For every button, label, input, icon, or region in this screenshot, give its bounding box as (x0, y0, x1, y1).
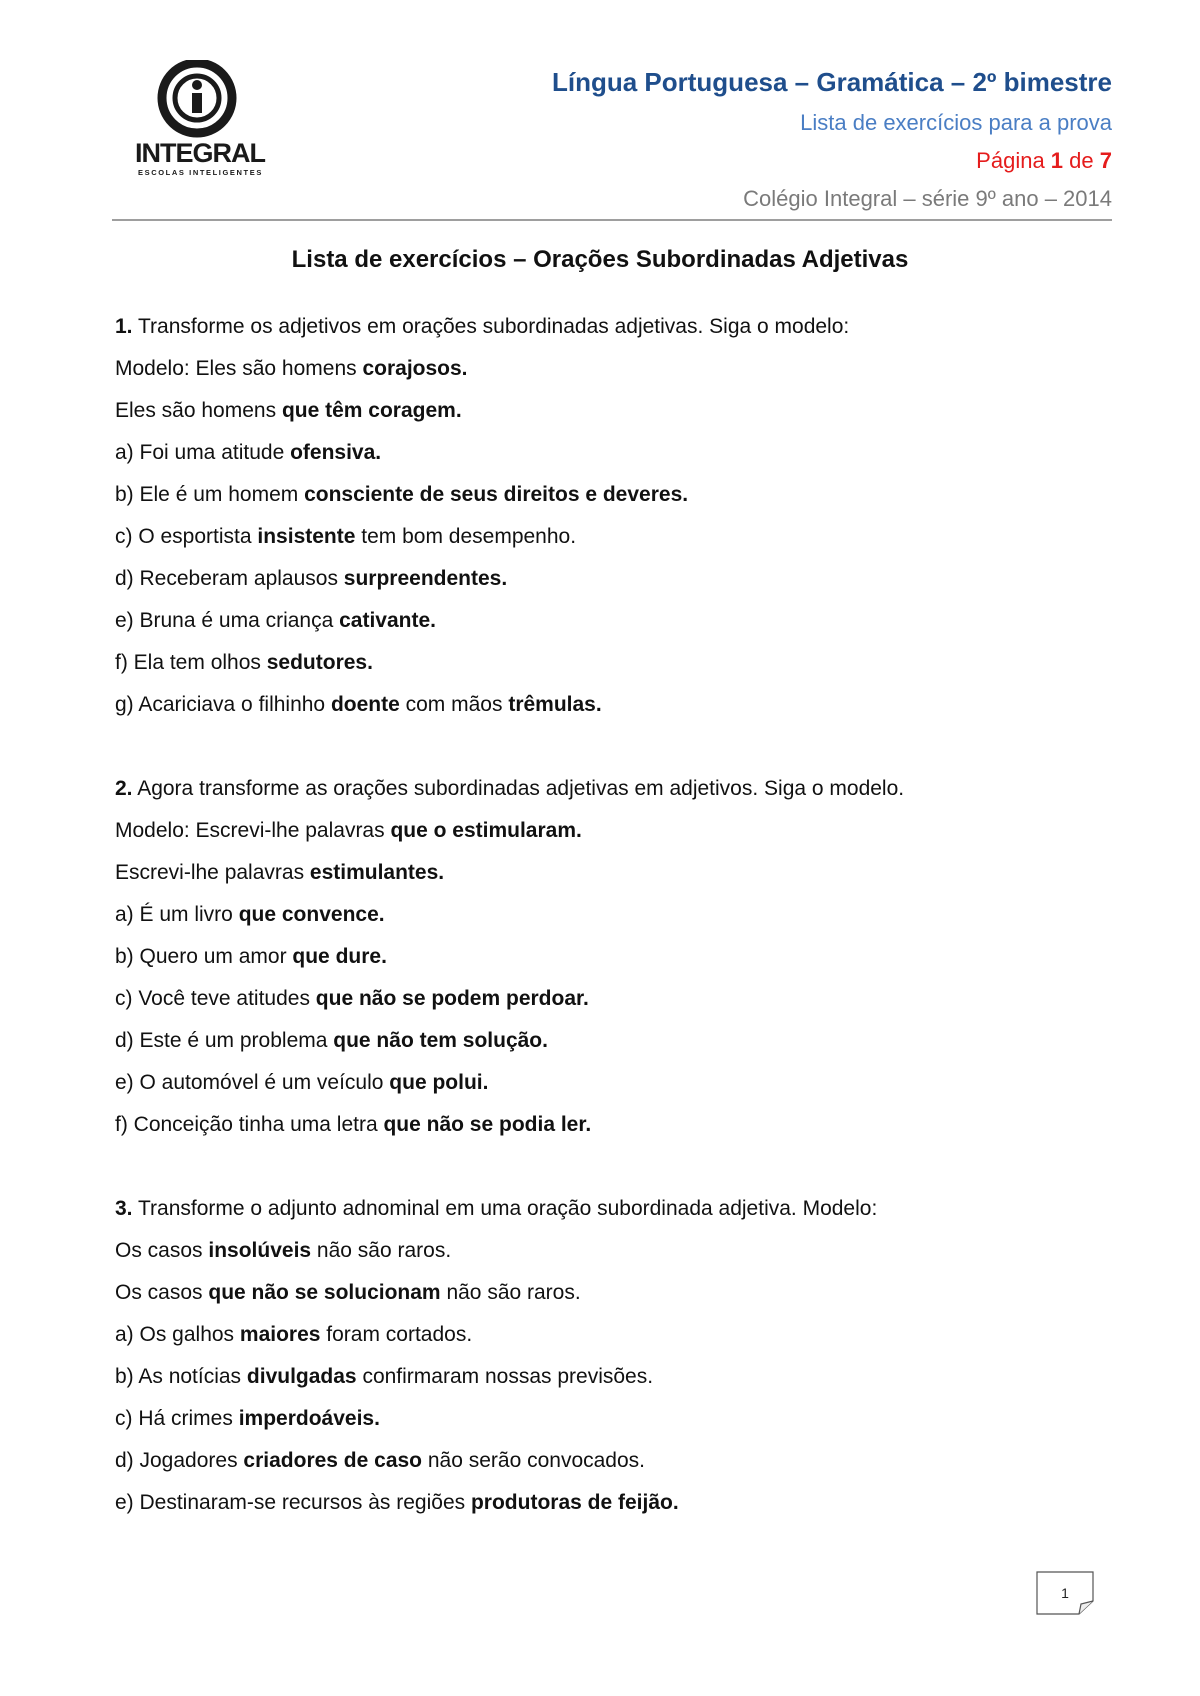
line-text: não são raros. (311, 1239, 452, 1262)
line-text: foram cortados. (320, 1323, 473, 1346)
logo-wordmark: INTEGRAL (135, 138, 265, 168)
line-text: Os casos (115, 1239, 209, 1262)
exercise-line (115, 390, 1115, 432)
emphasis-text: trêmulas. (508, 693, 602, 716)
exercise-line (115, 1020, 1115, 1062)
exercise-line (115, 894, 1115, 936)
line-text: d) Jogadores (115, 1449, 244, 1472)
exercise-line (115, 852, 1115, 894)
line-text: b) As notícias (115, 1365, 247, 1388)
header-title: Língua Portuguesa – Gramática – 2º bimestre (551, 67, 1112, 97)
line-text: não serão convocados. (422, 1449, 645, 1472)
line-text: c) O esportista (115, 525, 258, 548)
emphasis-text: que dure. (292, 945, 387, 968)
exercise-line (115, 936, 1115, 978)
line-text: Os casos (115, 1281, 209, 1304)
emphasis-text: que não tem solução. (333, 1029, 548, 1052)
line-text: a) Os galhos (115, 1323, 240, 1346)
emphasis-text: estimulantes. (309, 861, 445, 884)
exercise-line (115, 516, 1115, 558)
line-text: c) Há crimes (115, 1407, 239, 1430)
header-divider (112, 219, 1112, 221)
page-prefix: Página (976, 148, 1051, 173)
line-text: d) Receberam aplausos (115, 567, 344, 590)
exercise-line (115, 1272, 1115, 1314)
emphasis-text: sedutores. (266, 651, 373, 674)
spacer (115, 1146, 1115, 1188)
exercise-line (115, 1482, 1115, 1524)
line-text: b) Quero um amor (115, 945, 293, 968)
emphasis-text: que não se solucionam (208, 1281, 441, 1304)
exercise-line (115, 1188, 1115, 1230)
emphasis-text: ofensiva. (290, 441, 382, 464)
exercise-line (115, 1356, 1115, 1398)
line-text: g) Acariciava o filhinho (115, 693, 331, 716)
emphasis-text: que têm coragem. (281, 399, 462, 422)
integral-logo (130, 60, 270, 185)
page-total: 7 (1099, 148, 1112, 173)
exercise-line (115, 432, 1115, 474)
emphasis-text: 2. (115, 777, 133, 800)
exercise-list (115, 306, 1115, 1524)
exercise-line (115, 1440, 1115, 1482)
line-text: f) Conceição tinha uma letra (115, 1113, 384, 1136)
emphasis-text: que o estimularam. (390, 819, 582, 842)
line-text: a) É um livro (115, 903, 239, 926)
exercise-line (115, 474, 1115, 516)
exercise-line (115, 1398, 1115, 1440)
exercise-line (115, 348, 1115, 390)
page-current: 1 (1050, 148, 1064, 173)
emphasis-text: corajosos. (362, 357, 468, 380)
exercise-line (115, 1314, 1115, 1356)
line-text: Eles são homens (115, 399, 282, 422)
spacer (115, 726, 1115, 768)
line-text: c) Você teve atitudes (115, 987, 316, 1010)
page-of: de (1063, 148, 1100, 173)
exercise-line (115, 1104, 1115, 1146)
emphasis-text: que não se podem perdoar. (315, 987, 589, 1010)
document-title: Lista de exercícios – Orações Subordinadas Adjetivas (291, 246, 909, 273)
exercise-line (115, 600, 1115, 642)
line-text: e) O automóvel é um veículo (115, 1071, 390, 1094)
emphasis-text: produtoras de feijão. (470, 1491, 679, 1514)
exercise-line (115, 684, 1115, 726)
emphasis-text: insolúveis (208, 1239, 312, 1262)
header-subtitle: Lista de exercícios para a prova (800, 110, 1112, 135)
emphasis-text: consciente de seus direitos e deveres. (304, 483, 689, 506)
emphasis-text: cativante. (339, 609, 436, 632)
emphasis-text: que convence. (238, 903, 385, 926)
line-text: f) Ela tem olhos (115, 651, 267, 674)
page-number: 1 (1061, 1585, 1069, 1601)
emphasis-text: criadores de caso (243, 1449, 423, 1472)
exercise-line (115, 306, 1115, 348)
line-text: Transforme o adjunto adnominal em uma oração subordinada adjetiva. Modelo: (132, 1197, 878, 1220)
line-text: a) Foi uma atitude (115, 441, 291, 464)
line-text: Modelo: Eles são homens (115, 357, 363, 380)
line-text: Modelo: Escrevi-lhe palavras (115, 819, 391, 842)
emphasis-text: maiores (239, 1323, 321, 1346)
line-text: e) Bruna é uma criança (115, 609, 340, 632)
line-text: não são raros. (440, 1281, 581, 1304)
line-text: confirmaram nossas previsões. (356, 1365, 654, 1388)
emphasis-text: 1. (115, 315, 133, 338)
logo-i-icon (152, 60, 242, 138)
page-number-box (1036, 1571, 1094, 1615)
document-header (552, 66, 1112, 212)
line-text: Agora transforme as orações subordinadas adjetivas em adjetivos. Siga o modelo. (132, 777, 905, 800)
line-text: Transforme os adjetivos em orações subordinadas adjetivas. Siga o modelo: (132, 315, 850, 338)
emphasis-text: imperdoáveis. (238, 1407, 380, 1430)
line-text: b) Ele é um homem (115, 483, 305, 506)
header-page-indicator (552, 148, 1112, 174)
exercise-line (115, 768, 1115, 810)
line-text: e) Destinaram-se recursos às regiões (115, 1491, 471, 1514)
line-text: d) Este é um problema (115, 1029, 334, 1052)
emphasis-text: insistente (257, 525, 356, 548)
exercise-line (115, 558, 1115, 600)
exercise-line (115, 1230, 1115, 1272)
exercise-line (115, 642, 1115, 684)
emphasis-text: que polui. (389, 1071, 489, 1094)
header-school-info: Colégio Integral – série 9º ano – 2014 (743, 186, 1112, 211)
line-text: com mãos (399, 693, 509, 716)
exercise-line (115, 810, 1115, 852)
line-text: tem bom desempenho. (355, 525, 577, 548)
logo-tagline: ESCOLAS INTELIGENTES (138, 168, 263, 177)
exercise-line (115, 978, 1115, 1020)
line-text: Escrevi-lhe palavras (115, 861, 310, 884)
emphasis-text: divulgadas (246, 1365, 357, 1388)
emphasis-text: que não se podia ler. (383, 1113, 592, 1136)
exercise-line (115, 1062, 1115, 1104)
emphasis-text: 3. (115, 1197, 133, 1220)
emphasis-text: surpreendentes. (343, 567, 508, 590)
emphasis-text: doente (330, 693, 400, 716)
